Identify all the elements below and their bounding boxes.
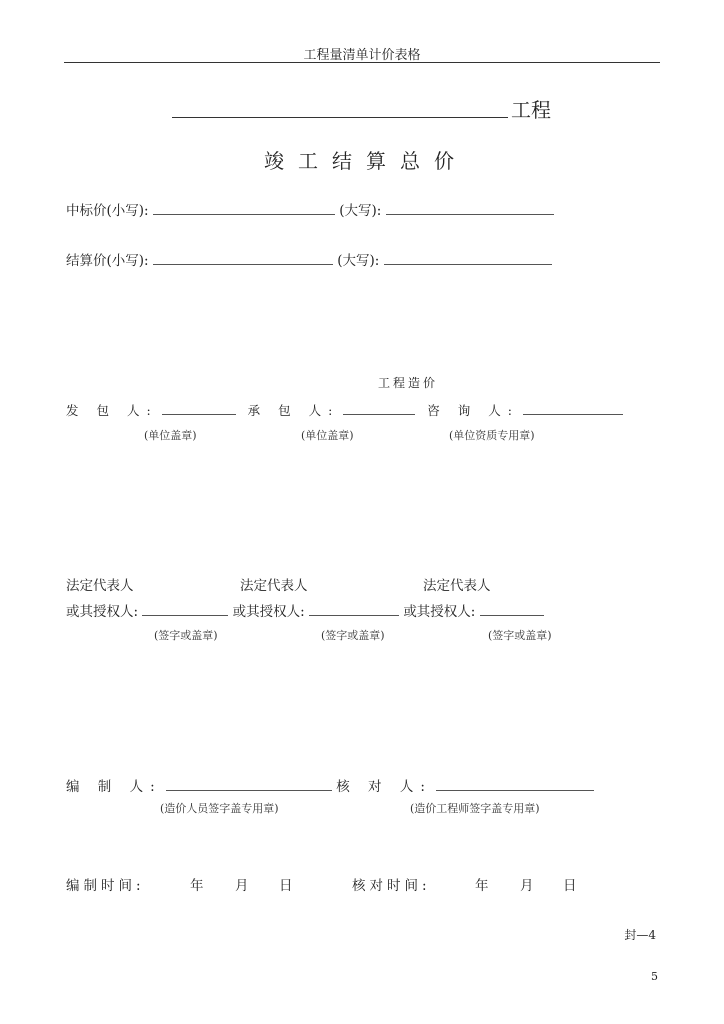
- rep-row: [66, 600, 544, 620]
- compile-date-label: 编制时间:: [66, 878, 145, 894]
- contractor-label: 承 包 人:: [247, 403, 340, 418]
- contractor-note: (单位盖章): [301, 429, 354, 442]
- compiler-note: (造价人员签字盖专用章): [160, 802, 279, 815]
- consultant-rep-note: (签字或盖章): [488, 629, 552, 642]
- check-day: 日: [563, 878, 577, 894]
- consultant-note: (单位资质专用章): [449, 429, 535, 442]
- checker-note: (造价工程师签字盖专用章): [410, 802, 540, 815]
- check-year: 年: [475, 878, 489, 894]
- parties-row: [66, 400, 623, 419]
- settle-price-upper-label: (大写):: [337, 253, 380, 269]
- title-suffix: 工程: [511, 98, 551, 122]
- bid-price-upper-blank: [386, 200, 554, 215]
- employer-note: (单位盖章): [144, 429, 197, 442]
- employer-rep-blank: [142, 601, 228, 616]
- settle-price-lower-blank: [153, 250, 333, 265]
- check-month: 月: [520, 878, 534, 894]
- settle-price-upper-blank: [384, 250, 552, 265]
- bid-price-lower-blank: [153, 200, 335, 215]
- check-date-label: 核对时间:: [352, 878, 431, 894]
- compile-year: 年: [190, 878, 204, 894]
- settle-price-row: [66, 249, 552, 269]
- contractor-rep-label: 或其授权人:: [232, 604, 305, 620]
- contractor-rep-title: 法定代表人: [240, 578, 308, 594]
- consultant-blank: [523, 400, 623, 415]
- consultant-rep-label: 或其授权人:: [403, 604, 476, 620]
- employer-rep-title: 法定代表人: [66, 578, 134, 594]
- employer-blank: [162, 400, 236, 415]
- compile-month: 月: [235, 878, 249, 894]
- consultant-rep-blank: [480, 601, 544, 616]
- consultant-label: 咨 询 人:: [427, 403, 519, 418]
- header-divider: [64, 62, 660, 63]
- compiler-label: 编 制 人:: [66, 779, 162, 795]
- contractor-rep-note: (签字或盖章): [321, 629, 385, 642]
- contractor-blank: [343, 400, 415, 415]
- employer-label: 发 包 人:: [66, 403, 158, 418]
- form-code: 封—4: [624, 928, 656, 942]
- bid-price-row: [66, 199, 554, 219]
- checker-blank: [436, 776, 594, 791]
- page-title: 竣工结算总价: [264, 149, 468, 173]
- bid-price-upper-label: (大写):: [339, 203, 382, 219]
- compile-day: 日: [279, 878, 293, 894]
- header-title: 工程量清单计价表格: [303, 48, 421, 63]
- contractor-rep-blank: [309, 601, 399, 616]
- checker-label: 核 对 人:: [336, 779, 432, 795]
- employer-rep-label: 或其授权人:: [66, 604, 139, 620]
- settle-price-label: 结算价(小写):: [66, 253, 149, 269]
- bid-price-label: 中标价(小写):: [66, 203, 149, 219]
- employer-rep-note: (签字或盖章): [154, 629, 218, 642]
- project-name-blank: [172, 117, 508, 118]
- compiler-blank: [166, 776, 332, 791]
- page-number: 5: [651, 970, 658, 983]
- cost-firm-label: 工程造价: [378, 376, 439, 390]
- consultant-rep-title: 法定代表人: [423, 578, 491, 594]
- prepare-row: [66, 775, 594, 795]
